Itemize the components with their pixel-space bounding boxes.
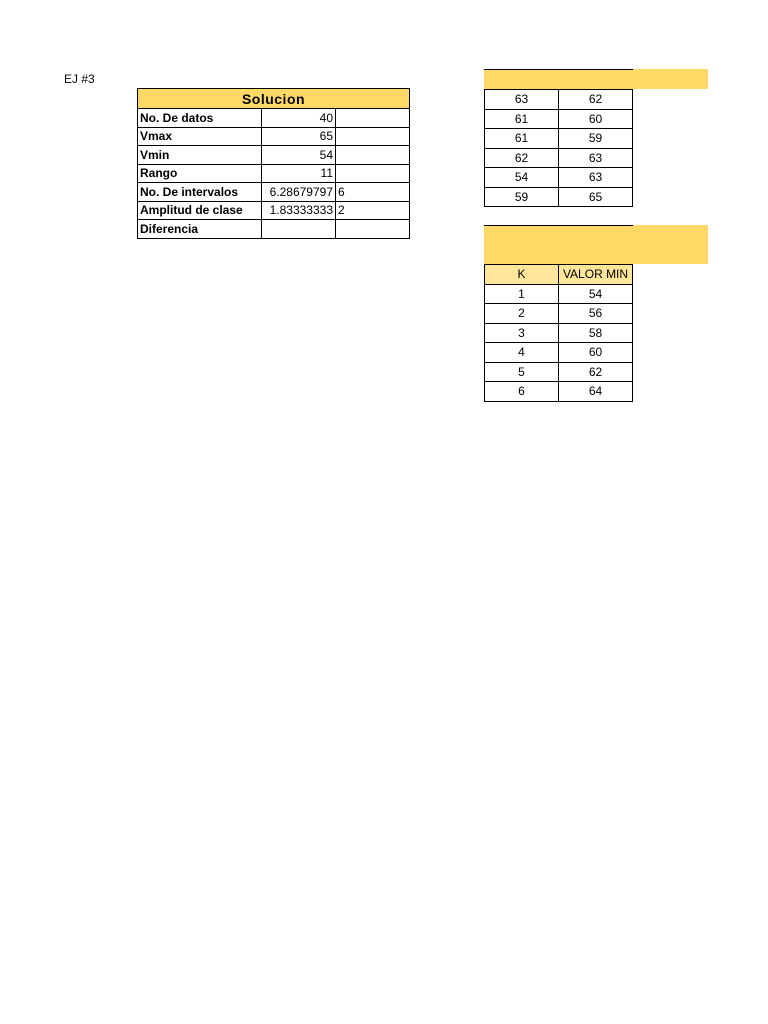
table-row bbox=[485, 90, 633, 110]
valor-min-cell[interactable]: 64 bbox=[559, 382, 633, 402]
table-row bbox=[485, 168, 633, 188]
table-row bbox=[485, 323, 633, 343]
table-row bbox=[138, 183, 410, 202]
table-row bbox=[485, 343, 633, 363]
row-extra[interactable] bbox=[336, 146, 410, 165]
row-label[interactable]: No. De intervalos bbox=[138, 183, 262, 202]
table-row bbox=[138, 220, 410, 239]
data-cell[interactable]: 54 bbox=[485, 168, 559, 188]
row-value[interactable]: 11 bbox=[262, 164, 336, 183]
data-cell[interactable]: 63 bbox=[559, 168, 633, 188]
row-extra[interactable] bbox=[336, 220, 410, 239]
row-label[interactable]: Diferencia bbox=[138, 220, 262, 239]
data-table-header-fill bbox=[484, 69, 708, 89]
table-row bbox=[138, 146, 410, 165]
data-cell[interactable]: 62 bbox=[485, 148, 559, 168]
data-cell[interactable]: 62 bbox=[559, 90, 633, 110]
data-table bbox=[484, 89, 633, 207]
row-value[interactable]: 54 bbox=[262, 146, 336, 165]
data-cell[interactable]: 63 bbox=[485, 90, 559, 110]
valor-min-cell[interactable]: 56 bbox=[559, 304, 633, 324]
data-cell[interactable]: 59 bbox=[485, 187, 559, 207]
table-row bbox=[485, 284, 633, 304]
exercise-label: EJ #3 bbox=[64, 72, 95, 86]
header-valor-min[interactable]: VALOR MIN bbox=[559, 265, 633, 285]
row-value[interactable]: 1.83333333 bbox=[262, 201, 336, 220]
data-cell[interactable]: 59 bbox=[559, 129, 633, 149]
row-value[interactable]: 65 bbox=[262, 127, 336, 146]
table-row bbox=[138, 201, 410, 220]
k-cell[interactable]: 4 bbox=[485, 343, 559, 363]
solution-table bbox=[137, 88, 410, 239]
table-row bbox=[485, 129, 633, 149]
table-row bbox=[138, 127, 410, 146]
table-row bbox=[485, 304, 633, 324]
row-extra[interactable]: 6 bbox=[336, 183, 410, 202]
data-cell[interactable]: 65 bbox=[559, 187, 633, 207]
data-cell[interactable]: 61 bbox=[485, 129, 559, 149]
row-label[interactable]: No. De datos bbox=[138, 109, 262, 128]
k-table-top-border bbox=[484, 225, 633, 226]
valor-min-cell[interactable]: 54 bbox=[559, 284, 633, 304]
valor-min-cell[interactable]: 62 bbox=[559, 362, 633, 382]
table-row bbox=[485, 382, 633, 402]
valor-min-cell[interactable]: 58 bbox=[559, 323, 633, 343]
row-label[interactable]: Vmax bbox=[138, 127, 262, 146]
k-cell[interactable]: 5 bbox=[485, 362, 559, 382]
table-row bbox=[138, 109, 410, 128]
k-cell[interactable]: 2 bbox=[485, 304, 559, 324]
table-row bbox=[485, 148, 633, 168]
table-row bbox=[485, 362, 633, 382]
row-extra[interactable] bbox=[336, 164, 410, 183]
table-header-row bbox=[485, 265, 633, 285]
row-extra[interactable] bbox=[336, 127, 410, 146]
valor-min-cell[interactable]: 60 bbox=[559, 343, 633, 363]
data-table-top-border bbox=[484, 69, 633, 70]
table-row bbox=[138, 164, 410, 183]
k-cell[interactable]: 6 bbox=[485, 382, 559, 402]
data-cell[interactable]: 60 bbox=[559, 109, 633, 129]
k-table-header-fill bbox=[484, 225, 708, 264]
row-value[interactable]: 6.28679797 bbox=[262, 183, 336, 202]
k-table bbox=[484, 264, 633, 402]
k-cell[interactable]: 1 bbox=[485, 284, 559, 304]
data-cell[interactable]: 63 bbox=[559, 148, 633, 168]
table-row bbox=[485, 187, 633, 207]
row-extra[interactable]: 2 bbox=[336, 201, 410, 220]
table-row bbox=[485, 109, 633, 129]
row-extra[interactable] bbox=[336, 109, 410, 128]
row-label[interactable]: Rango bbox=[138, 164, 262, 183]
data-cell[interactable]: 61 bbox=[485, 109, 559, 129]
row-value[interactable] bbox=[262, 220, 336, 239]
row-label[interactable]: Amplitud de clase bbox=[138, 201, 262, 220]
row-value[interactable]: 40 bbox=[262, 109, 336, 128]
solution-title: Solucion bbox=[138, 89, 410, 109]
header-k[interactable]: K bbox=[485, 265, 559, 285]
row-label[interactable]: Vmin bbox=[138, 146, 262, 165]
k-cell[interactable]: 3 bbox=[485, 323, 559, 343]
